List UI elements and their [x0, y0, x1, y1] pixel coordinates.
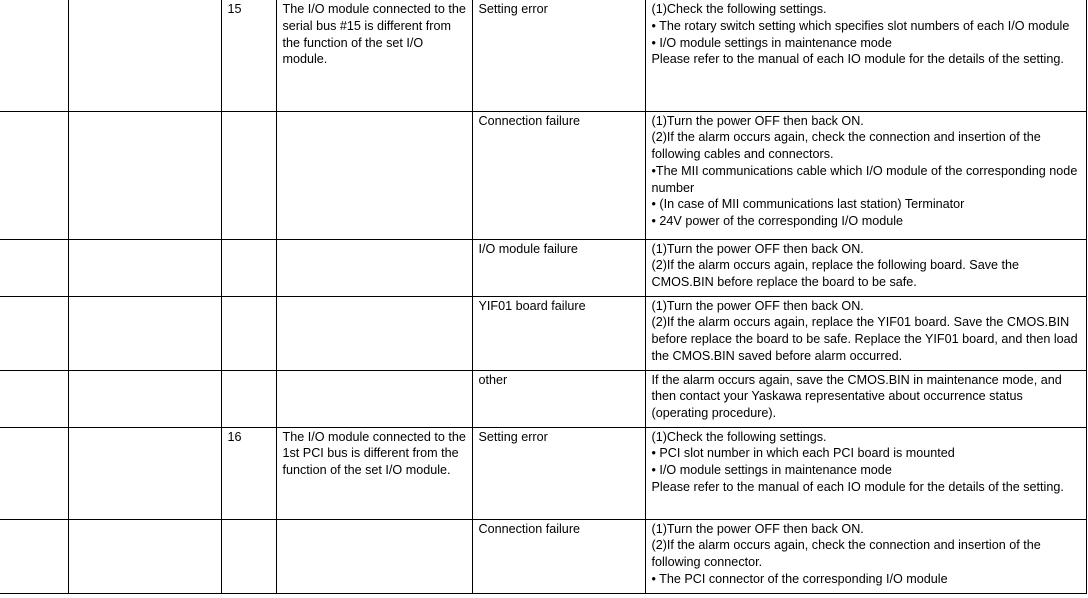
- alarm-number-cell: 15: [221, 0, 276, 111]
- table-row: [0, 370, 1086, 427]
- table-row: [0, 519, 1086, 593]
- blank-cell: [68, 296, 221, 370]
- table-row: [0, 0, 1086, 111]
- alarm-number-cell: [221, 370, 276, 427]
- cause-cell: Connection failure: [472, 111, 645, 239]
- alarm-number-cell: [221, 296, 276, 370]
- remedy-cell: (1)Turn the power OFF then back ON. (2)If the alarm occurs again, check the connection and insertion of the following connector. • The PCI connector of the corresponding I/O module: [645, 519, 1086, 593]
- blank-cell: [0, 296, 68, 370]
- alarm-description-cell: The I/O module connected to the serial bus #15 is different from the function of the set I/O module.: [276, 0, 472, 111]
- blank-cell: [0, 427, 68, 519]
- table-row: [0, 239, 1086, 296]
- cause-cell: other: [472, 370, 645, 427]
- table-row: [0, 296, 1086, 370]
- blank-cell: [0, 519, 68, 593]
- cause-cell: YIF01 board failure: [472, 296, 645, 370]
- blank-cell: [68, 370, 221, 427]
- table-row: [0, 111, 1086, 239]
- remedy-cell: If the alarm occurs again, save the CMOS.BIN in maintenance mode, and then contact your Yaskawa representative about occurrence status (operating procedure).: [645, 370, 1086, 427]
- blank-cell: [68, 519, 221, 593]
- cause-cell: Setting error: [472, 0, 645, 111]
- alarm-description-cell: [276, 111, 472, 239]
- alarm-description-cell: [276, 370, 472, 427]
- blank-cell: [0, 111, 68, 239]
- table-row: [0, 427, 1086, 519]
- blank-cell: [68, 239, 221, 296]
- remedy-cell: (1)Turn the power OFF then back ON. (2)If the alarm occurs again, check the connection and insertion of the following cables and connectors. •The MII communications cable which I/O module of the corresponding node number • (In case of MII communications last station) Terminator • 24V power of the corresponding I/O module: [645, 111, 1086, 239]
- blank-cell: [0, 0, 68, 111]
- cause-cell: I/O module failure: [472, 239, 645, 296]
- alarm-number-cell: [221, 519, 276, 593]
- cause-cell: Setting error: [472, 427, 645, 519]
- blank-cell: [68, 0, 221, 111]
- blank-cell: [68, 427, 221, 519]
- blank-cell: [0, 370, 68, 427]
- alarm-description-cell: [276, 239, 472, 296]
- alarm-number-cell: [221, 239, 276, 296]
- alarm-description-cell: [276, 296, 472, 370]
- blank-cell: [68, 111, 221, 239]
- cause-cell: Connection failure: [472, 519, 645, 593]
- alarm-description-cell: The I/O module connected to the 1st PCI bus is different from the function of the set I/O module.: [276, 427, 472, 519]
- alarm-description-cell: [276, 519, 472, 593]
- remedy-cell: (1)Check the following settings. • The rotary switch setting which specifies slot numbers of each I/O module • I/O module settings in maintenance mode Please refer to the manual of each IO module for the details of the setting.: [645, 0, 1086, 111]
- remedy-cell: (1)Turn the power OFF then back ON. (2)If the alarm occurs again, replace the YIF01 board. Save the CMOS.BIN before replace the board to be safe. Replace the YIF01 board, and then load the CMOS.BIN saved before alarm occurred.: [645, 296, 1086, 370]
- alarm-number-cell: [221, 111, 276, 239]
- alarm-number-cell: 16: [221, 427, 276, 519]
- blank-cell: [0, 239, 68, 296]
- remedy-cell: (1)Turn the power OFF then back ON. (2)If the alarm occurs again, replace the following board. Save the CMOS.BIN before replace the board to be safe.: [645, 239, 1086, 296]
- remedy-cell: (1)Check the following settings. • PCI slot number in which each PCI board is mounted • I/O module settings in maintenance mode Please refer to the manual of each IO module for the details of the setting.: [645, 427, 1086, 519]
